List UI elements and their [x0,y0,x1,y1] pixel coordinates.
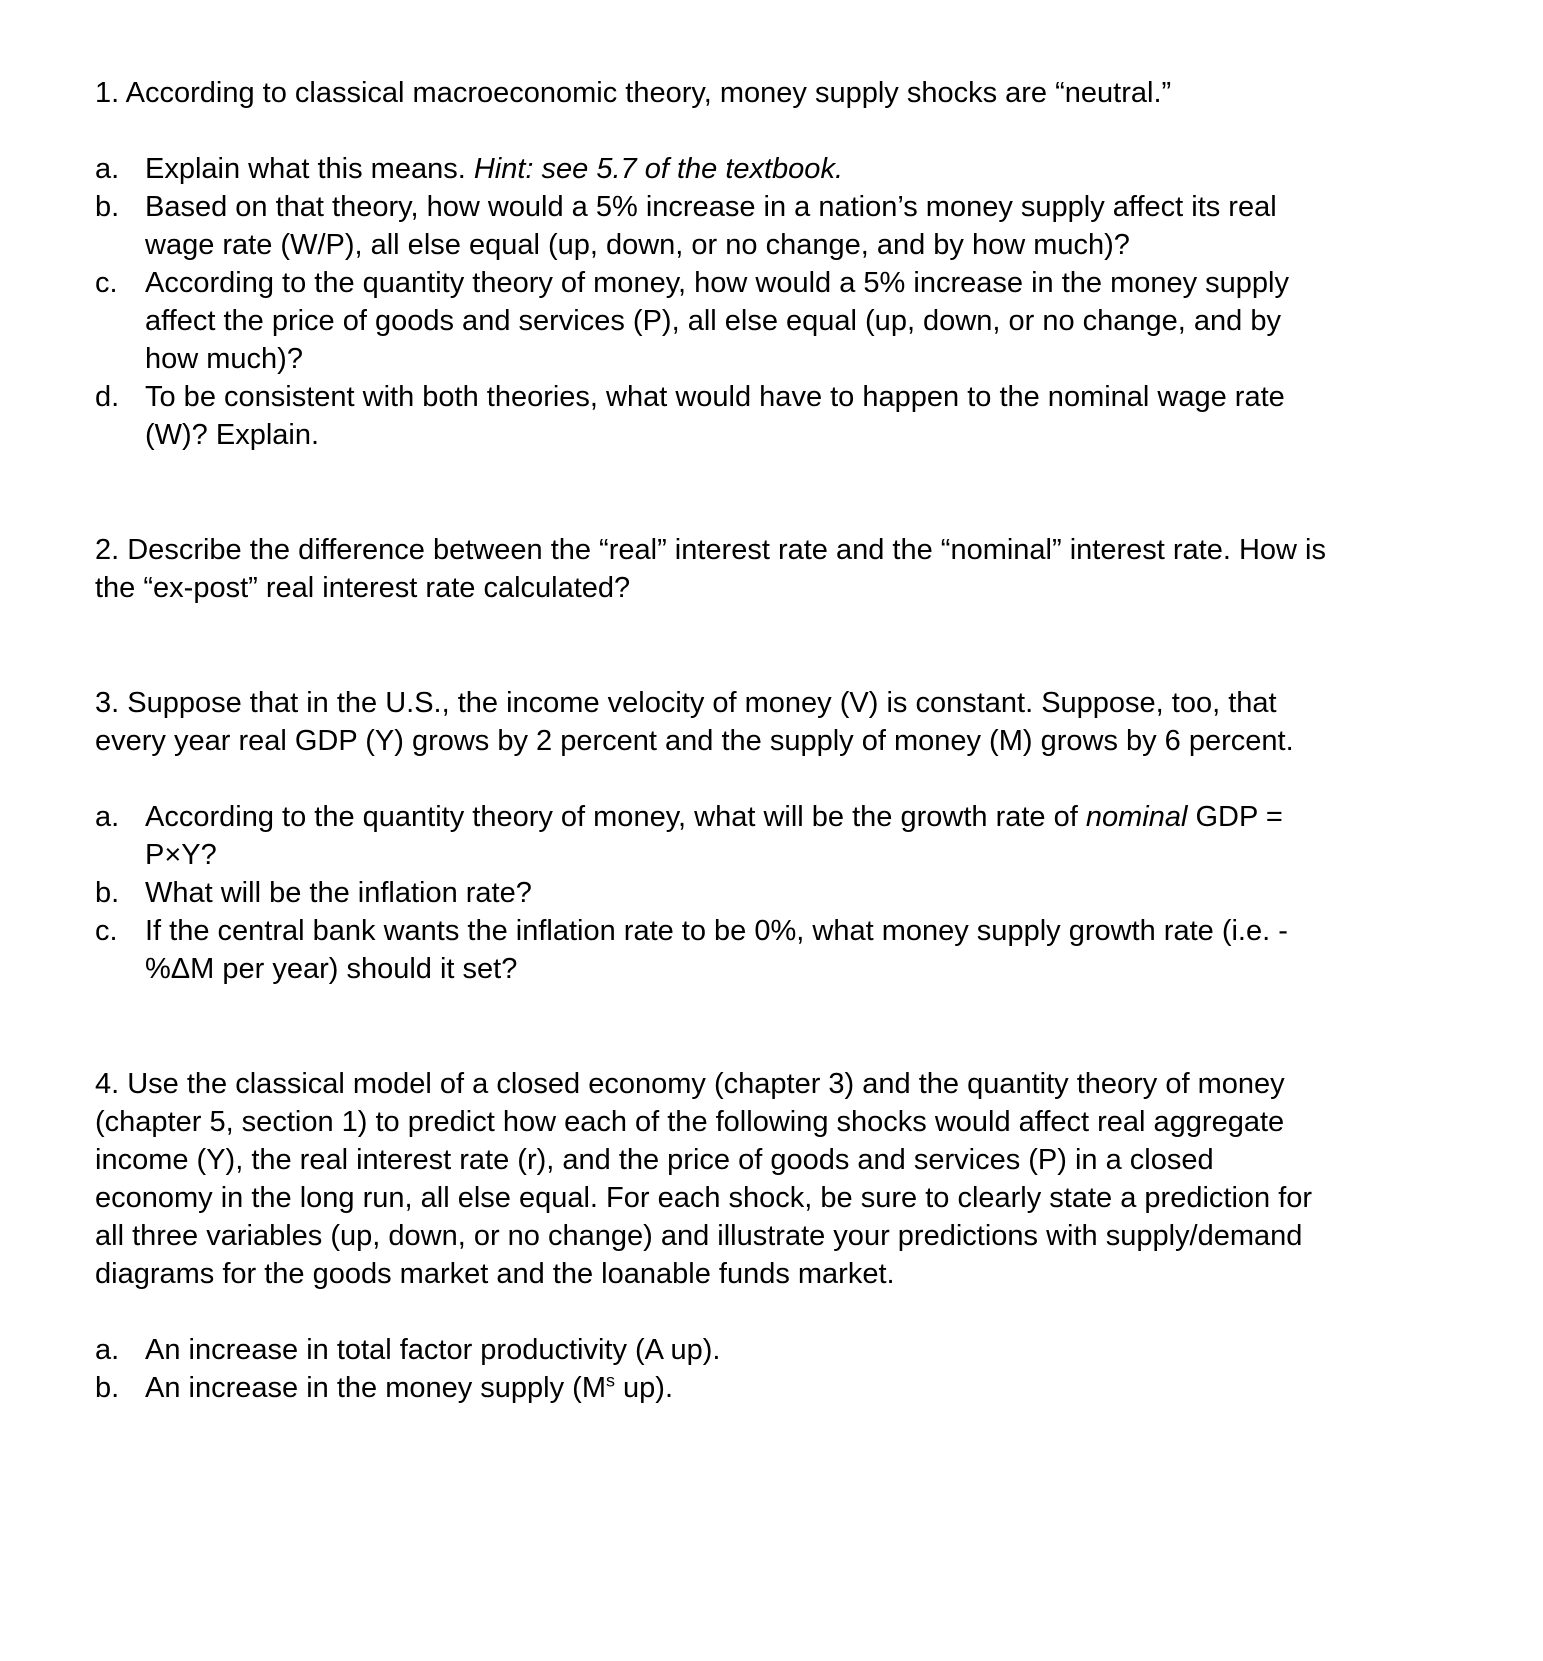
list-item-3c [95,912,1327,988]
item-label: c. [95,915,118,947]
item-label: a. [95,153,120,185]
item-text-normal: According to the quantity theory of money, how would a 5% increase in the money supply affect the price of goods and services (P), all else equal (up, down, or no change, and by how much)? [145,267,1289,375]
item-label: b. [95,877,120,909]
item-label: a. [95,1334,120,1366]
item-text-normal: To be consistent with both theories, what would have to happen to the nominal wage rate (W)? Explain. [145,381,1285,451]
question-3 [95,684,1327,988]
question-2-stem: 2. Describe the difference between the “real” interest rate and the “nominal” interest rate. How is the “ex-post” real interest rate calculated? [95,534,1326,604]
item-text [145,798,1327,874]
list-item-3b [95,874,1327,912]
item-text-italic: Hint: see 5.7 of the textbook. [473,153,843,185]
item-text-normal: Based on that theory, how would a 5% increase in a nation’s money supply affect its real wage rate (W/P), all else equal (up, down, or no change, and by how much)? [145,191,1277,261]
item-text [145,378,1327,454]
question-4 [95,1065,1327,1407]
item-label: c. [95,267,118,299]
item-text-normal: An increase in the money supply (M [145,1372,606,1404]
item-text [145,1369,1327,1407]
list-item-1b [95,188,1327,264]
item-text-normal: According to the quantity theory of money, what will be the growth rate of [145,801,1086,833]
item-label: d. [95,381,120,413]
item-text-normal: What will be the inflation rate? [145,877,532,909]
item-label: b. [95,191,120,223]
list-item-3a [95,798,1327,874]
list-item-1c [95,264,1327,378]
item-text-after: GDP = P×Y? [145,801,1283,871]
question-1-stem: 1. According to classical macroeconomic theory, money supply shocks are “neutral.” [95,77,1172,109]
list-item-4a [95,1331,1327,1369]
item-text-normal: Explain what this means. [145,153,474,185]
item-label: a. [95,801,120,833]
question-2 [95,531,1327,607]
list-item-1d [95,378,1327,454]
item-text [145,912,1327,988]
item-text-italic: nominal [1085,801,1188,833]
item-text [145,264,1327,378]
question-4-stem: 4. Use the classical model of a closed economy (chapter 3) and the quantity theory of money (chapter 5, section 1) to predict how each of the following shocks would affect real aggregate income (Y), the real interest rate (r), and the price of goods and services (P) in a closed economy in the long run, all else equal. For each shock, be sure to clearly state a prediction for all three variables (up, down, or no change) and illustrate your predictions with supply/demand diagrams for the goods market and the loanable funds market. [95,1068,1313,1290]
item-text-normal: An increase in total factor productivity (A up). [145,1334,721,1366]
item-text-normal: If the central bank wants the inflation rate to be 0%, what money supply growth rate (i.e. - %ΔM per year) should it set? [145,915,1288,985]
item-text-after: up). [614,1372,674,1404]
list-item-4b [95,1369,1327,1407]
item-text [145,150,1327,188]
item-text [145,874,1327,912]
item-text-superscript: s [606,1370,615,1391]
question-1-subitems [95,150,1327,454]
item-text [145,1331,1327,1369]
question-3-subitems [95,798,1327,988]
question-1 [95,74,1327,454]
question-3-stem: 3. Suppose that in the U.S., the income velocity of money (V) is constant. Suppose, too, that every year real GDP (Y) grows by 2 percent and the supply of money (M) grows by 6 percent. [95,687,1294,757]
item-text [145,188,1327,264]
list-item-1a [95,150,1327,188]
question-4-subitems [95,1331,1327,1407]
item-label: b. [95,1372,120,1404]
